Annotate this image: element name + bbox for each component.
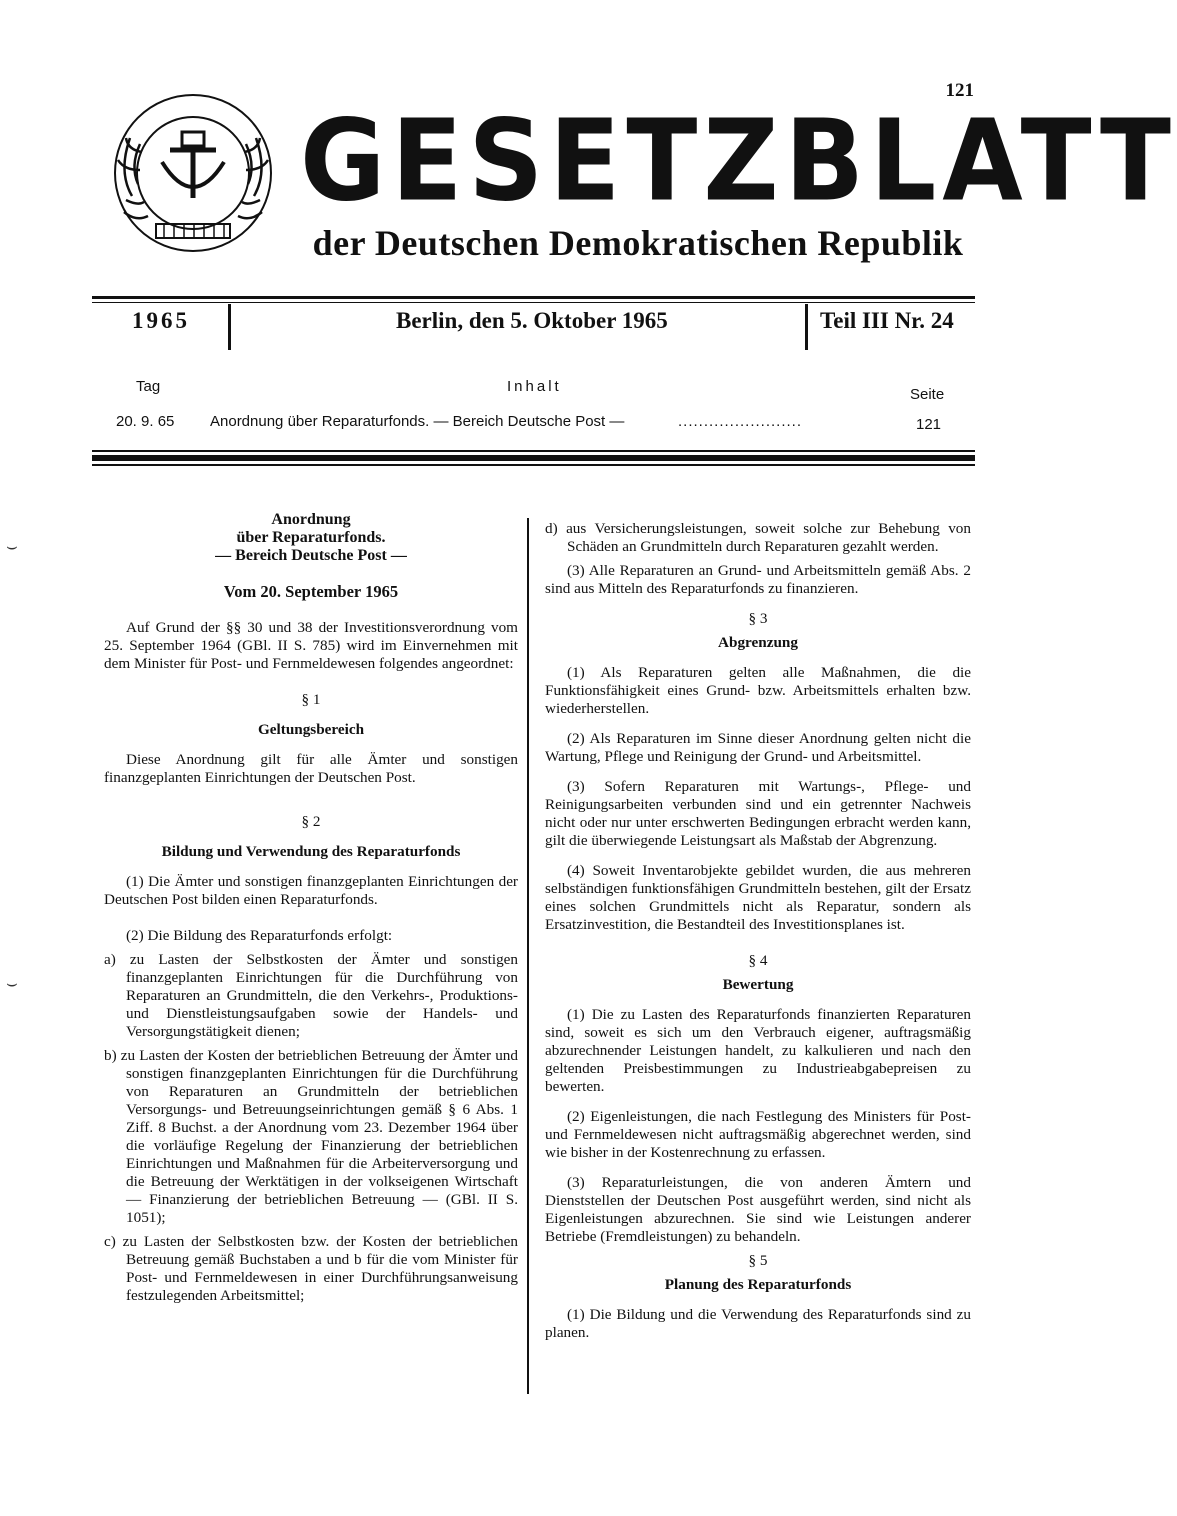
- section-title: Bewertung: [722, 976, 794, 993]
- section-paragraph: (2) Die Bildung des Reparaturfonds erfolgt:: [126, 927, 393, 944]
- divider-rule: [92, 296, 975, 299]
- section-paragraph: (1) Die Ämter und sonstigen finanzgeplanten Einrichtungen der Deutschen Post bilden einen Reparaturfonds.: [104, 873, 518, 908]
- preamble-paragraph: Auf Grund der §§ 30 und 38 der Investitionsverordnung vom 25. September 1964 (GBl. II S. 785) wird im Einvernehmen mit dem Minister für Post- und Fernmeldewesen folgendes angeordnet:: [104, 619, 518, 672]
- section-title: Bildung und Verwendung des Reparaturfonds: [161, 843, 461, 860]
- divider-rule: [92, 450, 975, 452]
- masthead-subtitle: der Deutschen Demokratischen Republik: [312, 223, 964, 263]
- issue-bar: [92, 304, 975, 350]
- margin-mark-icon: ⌣: [6, 536, 18, 557]
- masthead-title: GESETZBLATT: [300, 94, 1177, 227]
- table-of-contents: [92, 376, 975, 446]
- toc-header-date: Tag: [136, 378, 161, 395]
- column-divider: [527, 518, 529, 1394]
- section-number: § 1: [301, 691, 321, 708]
- section-paragraph: (3) Reparaturleistungen, die von anderen Ämtern und Dienststellen der Deutschen Post ausgeführt werden, sind nicht als Eigenleistungen abzurechnen. Sie sind wie Leistungen anderer Betriebe (Fremdleistungen) zu behandeln.: [545, 1174, 971, 1245]
- toc-header-page: Seite: [910, 386, 945, 403]
- divider-rule: [92, 302, 975, 303]
- margin-mark-icon: ⌣: [6, 973, 18, 994]
- toc-entry-title: Anordnung über Reparaturfonds. — Bereich Deutsche Post —: [210, 413, 625, 430]
- section-paragraph: (3) Sofern Reparaturen mit Wartungs-, Pflege- und Reinigungsarbeiten verbunden sind und ein getrennter Nachweis nicht oder nur unter erschwerten Bedingungen erbracht werden kann, gilt die überwiegende Leistungsart als Maßstab der Abgrenzung.: [545, 778, 971, 849]
- section-title: Abgrenzung: [718, 634, 798, 651]
- toc-entry-page: 121: [916, 416, 942, 433]
- section-title: Planung des Reparaturfonds: [664, 1276, 852, 1293]
- section-paragraph: (1) Als Reparaturen gelten alle Maßnahmen, die die Funktionsfähigkeit eines Grund- bzw. Arbeitsmittels erhalten bzw. wiederherstellen.: [545, 664, 971, 717]
- ordinance-heading-subject: über Reparaturfonds.: [236, 529, 386, 546]
- issue-place-date: Berlin, den 5. Oktober 1965: [396, 308, 668, 333]
- divider-rule: [228, 304, 231, 350]
- section-paragraph: (3) Alle Reparaturen an Grund- und Arbeitsmitteln gemäß Abs. 2 sind aus Mitteln des Reparaturfonds zu finanzieren.: [545, 562, 971, 597]
- list-item: b) zu Lasten der Kosten der betrieblichen Betreuung der Ämter und sonstigen finanzgeplanten Einrichtungen für die Durchführung von Reparaturen an Grundmitteln der betrieblichen Versorgungs- und Betreuungseinrichtungen gemäß § 6 Abs. 1 Ziff. 8 Buchst. a der Anordnung vom 23. Dezember 1964 über die vorläufige Regelung der Finanzierung der betrieblichen Einrichtungen und Maßnahmen für die Arbeiterversorgung und die Betreuung der Werktätigen in der volkseigenen Wirtschaft — Finanzierung der betrieblichen Betreuung — (GBl. II S. 1051);: [104, 1047, 518, 1226]
- ordinance-heading-area: — Bereich Deutsche Post —: [215, 547, 407, 564]
- divider-rule: [805, 304, 808, 350]
- section-paragraph: (4) Soweit Inventarobjekte gebildet wurden, die aus mehreren selbständigen funktionsfähigen Grundmitteln bestehen, gilt der Ersatz eines solchen Grundmittels nicht als Reparatur, sondern als Ersatzinvestition, die Bestandteil des Investitionsplanes ist.: [545, 862, 971, 933]
- issue-part-number: Teil III Nr. 24: [820, 308, 954, 333]
- section-paragraph: (1) Die Bildung und die Verwendung des Reparaturfonds sind zu planen.: [545, 1306, 971, 1341]
- section-number: § 3: [748, 610, 768, 627]
- issue-year: 1965: [132, 308, 190, 333]
- left-column: [104, 511, 518, 1305]
- right-column: [545, 520, 971, 1342]
- toc-entry-leader: ........................: [678, 413, 803, 430]
- section-paragraph: Diese Anordnung gilt für alle Ämter und sonstigen finanzgeplanten Einrichtungen der Deutschen Post.: [104, 751, 518, 786]
- section-number: § 2: [301, 813, 321, 830]
- ordinance-heading: Anordnung: [271, 511, 351, 528]
- ordinance-date: Vom 20. September 1965: [223, 582, 399, 601]
- section-number: § 5: [748, 1252, 768, 1269]
- toc-header-contents: Inhalt: [507, 378, 562, 395]
- list-item: c) zu Lasten der Selbstkosten bzw. der Kosten der betrieblichen Betreuung gemäß Buchstaben a und b für die vom Minister für Post- und Fernmeldewesen in einer Durchführungsanweisung festzulegenden Arbeitsmittel;: [104, 1233, 518, 1304]
- toc-entry-date: 20. 9. 65: [116, 413, 175, 430]
- page-number: 121: [945, 80, 974, 101]
- divider-rule: [92, 455, 975, 461]
- section-paragraph: (1) Die zu Lasten des Reparaturfonds finanzierten Reparaturen sind, soweit es sich um den Verbrauch eigener, auftragsmäßig abzurechnender Leistungen handelt, zu kalkulieren und nach den geltenden Preisbestimmungen zu Industrieabgabepreisen zu bewerten.: [545, 1006, 971, 1095]
- section-title: Geltungsbereich: [257, 721, 365, 738]
- section-number: § 4: [748, 952, 768, 969]
- divider-rule: [92, 464, 975, 466]
- section-paragraph: (2) Eigenleistungen, die nach Festlegung des Ministers für Post- und Fernmeldewesen nicht auftragsmäßig abgerechnet werden, sind wie bisher in der Kostenrechnung zu erfassen.: [545, 1108, 971, 1161]
- section-paragraph: (2) Als Reparaturen im Sinne dieser Anordnung gelten nicht die Wartung, Pflege und Reinigung der Grund- und Arbeitsmittel.: [545, 730, 971, 765]
- state-emblem-icon: [112, 92, 274, 254]
- list-item: d) aus Versicherungsleistungen, soweit solche zur Behebung von Schäden an Grundmitteln durch Reparaturen gezahlt werden.: [545, 520, 971, 555]
- list-item: a) zu Lasten der Selbstkosten der Ämter und sonstigen finanzgeplanten Einrichtungen für die Durchführung von Reparaturen an Grundmitteln, die den Verkehrs-, Produktions- und Dienstleistungsaufgaben sowie der Handels- und Versorgungstätigkeit dienen;: [104, 951, 518, 1040]
